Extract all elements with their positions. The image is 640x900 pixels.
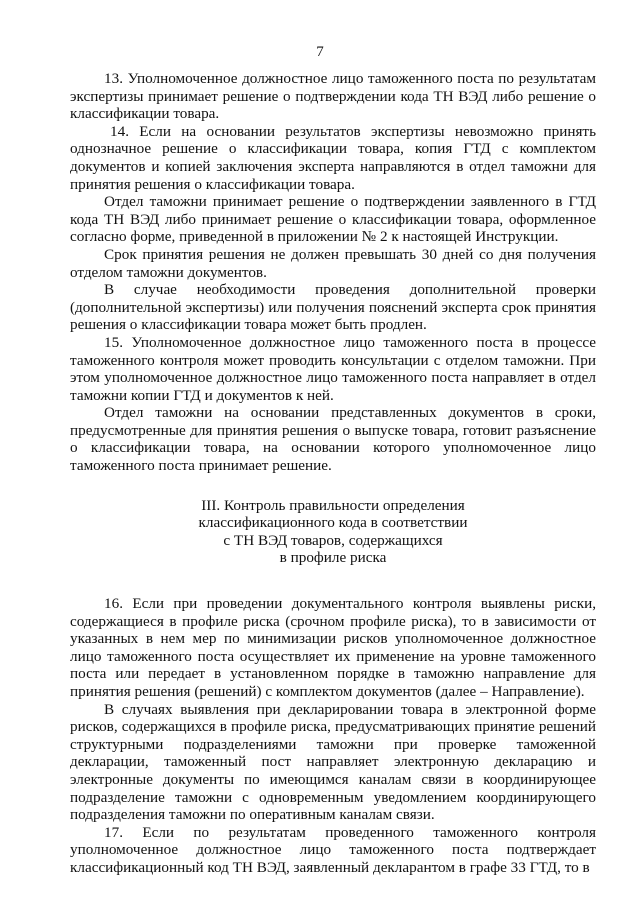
section-heading-line: в профиле риска	[279, 549, 387, 567]
paragraph-department-clarification: Отдел таможни на основании представленных документов в сроки, предусмотренные для принятия решения о выпуске товара, готовит разъяснение о классификации товара, на основании которого уполномоченное лицо таможенного поста принимает решение.	[70, 404, 596, 475]
paragraph-electronic-declaration: В случаях выявления при декларировании товара в электронной форме рисков, содержащихся в профиле риска, предусматривающих принятие решений структурными подразделениями таможни при проверке таможенной декларации, таможенный пост направляет электронную декларацию и электронные документы по имеющимся каналам связи в координирующее подразделение таможни с одновременным уведомлением координирующего подразделения таможни по оперативным каналам связи.	[70, 700, 596, 824]
paragraph-13: 13. Уполномоченное должностное лицо таможенного поста по результатам экспертизы принимает решение о подтверждении кода ТН ВЭД либо решение о классификации товара.	[70, 70, 596, 123]
section-heading-line: III. Контроль правильности определения	[201, 496, 465, 514]
paragraph-15: 15. Уполномоченное должностное лицо таможенного поста в процессе таможенного контроля может проводить консультации с отделом таможни. При этом уполномоченное должностное лицо таможенного поста направляет в отдел таможни копии ГТД и документов к ней.	[70, 333, 596, 404]
paragraph-16: 16. Если при проведении документального контроля выявлены риски, содержащиеся в профиле риска (срочном профиле риска), то в зависимости от указанных в нем мер по минимизации рисков уполномоченное должностное лицо таможенного поста осуществляет их применение на уровне таможенного поста или передает в установленном порядке в таможню направление для принятия решения (решений) с комплектом документов (далее – Направление).	[70, 595, 596, 700]
section-heading	[70, 497, 596, 567]
paragraph-department-decision: Отдел таможни принимает решение о подтверждении заявленного в ГТД кода ТН ВЭД либо принимает решение о классификации товара, оформленное согласно форме, приведенной в приложении № 2 к настоящей Инструкции.	[70, 193, 596, 246]
section-heading-line: с ТН ВЭД товаров, содержащихся	[223, 531, 443, 549]
paragraph-14: 14. Если на основании результатов экспертизы невозможно принять однозначное решение о классификации товара, копия ГТД с комплектом документов и копией заключения эксперта направляются в отдел таможни для принятия решения о классификации товара.	[70, 122, 596, 193]
paragraph-decision-term: Срок принятия решения не должен превышать 30 дней со дня получения отделом таможни документов.	[70, 245, 596, 281]
paragraph-17: 17. Если по результатам проведенного таможенного контроля уполномоченное должностное лицо таможенного поста подтверждает классификационный код ТН ВЭД, заявленный декларантом в графе 33 ГТД, то в	[70, 823, 596, 876]
paragraph-term-extension: В случае необходимости проведения дополнительной проверки (дополнительной экспертизы) или получения пояснений эксперта срок принятия решения о классификации товара может быть продлен.	[70, 281, 596, 334]
section-heading-line: классификационного кода в соответствии	[198, 514, 468, 532]
page-number: 7	[316, 44, 324, 60]
